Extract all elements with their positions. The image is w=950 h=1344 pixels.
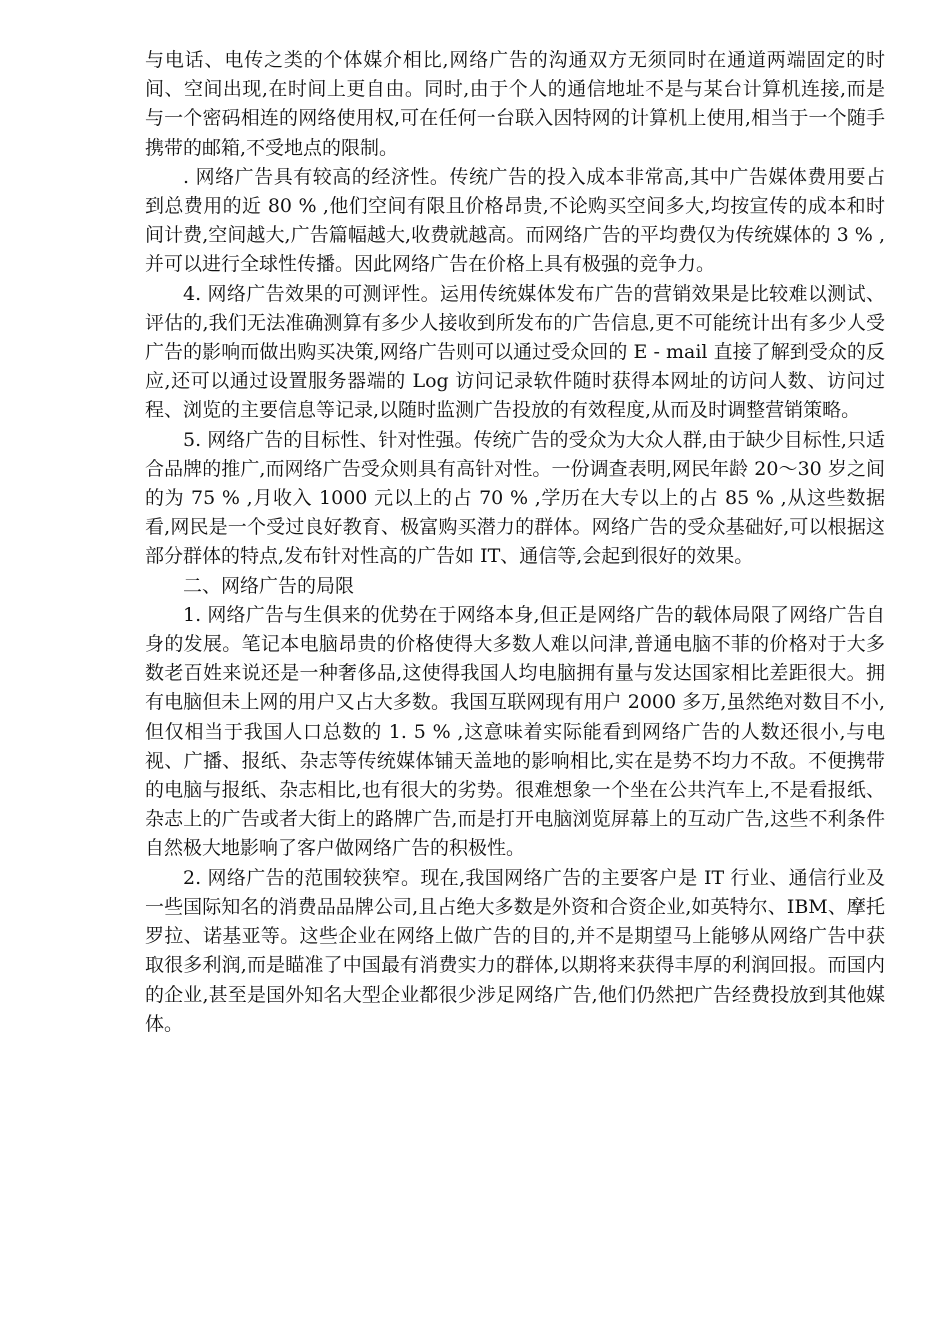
paragraph-communication-freedom: 与电话、电传之类的个体媒介相比,网络广告的沟通双方无须同时在通道两端固定的时间、空间出现,在时间上更自由。同时,由于个人的通信地址不是与某台计算机连接,而是与一个密码相连的网络使用权,可在任何一台联入因特网的计算机上使用,相当于一个随手携带的邮箱,不受地点的限制。 xyxy=(145,49,885,159)
paragraph-economy: . 网络广告具有较高的经济性。传统广告的投入成本非常高,其中广告媒体费用要占到总费用的近 80 % ,他们空间有限且价格昂贵,不论购买空间多大,均按宣传的成本和时间计费,空间越大,广告篇幅越大,收费就越高。而网络广告的平均费仅为传统媒体的 3 % ,并可以进行全球性传播。因此网络广告在价格上具有极强的竞争力。 xyxy=(145,165,885,276)
section-heading-limitations: 二、网络广告的局限 xyxy=(183,574,355,597)
paragraph-narrow-scope: 2. 网络广告的范围较狭窄。现在,我国网络广告的主要客户是 IT 行业、通信行业及一些国际知名的消费品品牌公司,且占绝大多数是外资和合资企业,如英特尔、IBM、摩托罗拉、诺基亚等。这些企业在网络上做广告的目的,并不是期望马上能够从网络广告中获取很多利润,而是瞄准了中国最有消费实力的群体,以期将来获得丰厚的利润回报。而国内的企业,甚至是国外知名大型企业都很少涉足网络广告,他们仍然把广告经费投放到其他媒体。 xyxy=(145,866,885,1035)
document-body xyxy=(145,46,885,1039)
paragraph-carrier-limitation: 1. 网络广告与生俱来的优势在于网络本身,但正是网络广告的载体局限了网络广告自身的发展。笔记本电脑昂贵的价格使得大多数人难以问津,普通电脑不菲的价格对于大多数老百姓来说还是一种奢侈品,这使得我国人均电脑拥有量与发达国家相比差距很大。拥有电脑但未上网的用户又占大多数。我国互联网现有用户 2000 多万,虽然绝对数目不小,但仅相当于我国人口总数的 1. 5 % ,这意味着实际能看到网络广告的人数还很小,与电视、广播、报纸、杂志等传统媒体铺天盖地的影响相比,实在是势不均力不敌。不便携带的电脑与报纸、杂志相比,也有很大的劣势。很难想象一个坐在公共汽车上,不是看报纸、杂志上的广告或者大街上的路牌广告,而是打开电脑浏览屏幕上的互动广告,这些不利条件自然极大地影响了客户做网络广告的积极性。 xyxy=(145,603,885,860)
paragraph-targeting: 5. 网络广告的目标性、针对性强。传统广告的受众为大众人群,由于缺少目标性,只适合品牌的推广,而网络广告受众则具有高针对性。一份调查表明,网民年龄 20～30 岁之间的为 75 % ,月收入 1000 元以上的占 70 % ,学历在大专以上的占 85 % ,从这些数据看,网民是一个受过良好教育、极富购买潜力的群体。网络广告的受众基础好,可以根据这部分群体的特点,发布针对性高的广告如 IT、通信等,会起到很好的效果。 xyxy=(145,428,885,568)
paragraph-measurability: 4. 网络广告效果的可测评性。运用传统媒体发布广告的营销效果是比较难以测试、评估的,我们无法准确测算有多少人接收到所发布的广告信息,更不可能统计出有多少人受广告的影响而做出购买决策,网络广告则可以通过受众回的 E - mail 直接了解到受众的反应,还可以通过设置服务器端的 Log 访问记录软件随时获得本网址的访问人数、访问过程、浏览的主要信息等记录,以随时监测广告投放的有效程度,从而及时调整营销策略。 xyxy=(145,282,885,422)
